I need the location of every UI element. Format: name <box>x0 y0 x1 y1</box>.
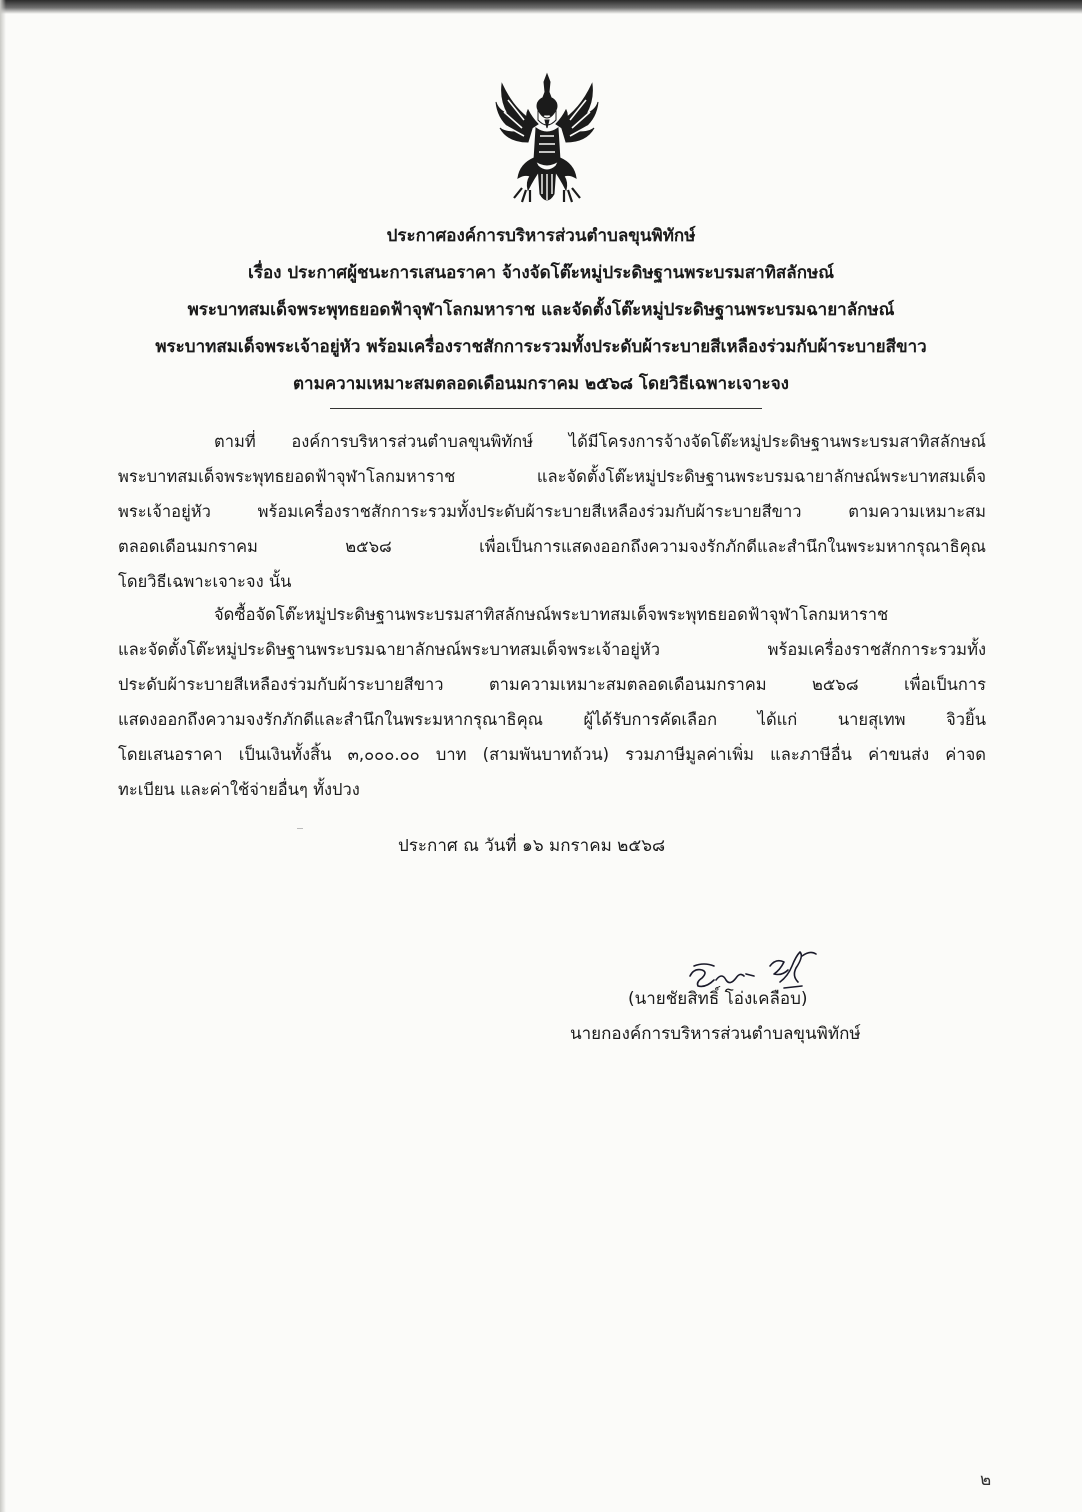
heading-divider <box>330 408 762 409</box>
garuda-emblem-icon <box>494 70 600 210</box>
paragraph-line: โดยเสนอราคา เป็นเงินทั้งสิ้น ๓,๐๐๐.๐๐ บาท (สามพันบาทถ้วน) รวมภาษีมูลค่าเพิ่ม และภาษีอื่น ค่าขนส่ง ค่าจด <box>118 745 986 764</box>
paragraph-line: ทะเบียน และค่าใช้จ่ายอื่นๆ ทั้งปวง <box>118 780 360 799</box>
body-paragraph-1 <box>118 424 986 599</box>
paragraph-line: ประดับผ้าระบายสีเหลืองร่วมกับผ้าระบายสีขาว ตามความเหมาะสมตลอดเดือนมกราคม ๒๕๖๘ เพื่อเป็นการ <box>118 675 986 694</box>
paragraph-line: และจัดตั้งโต๊ะหมู่ประดิษฐานพระบรมฉายาลักษณ์พระบาทสมเด็จพระเจ้าอยู่หัว พร้อมเครื่องราชสักการะรวมทั้ง <box>118 640 986 659</box>
paragraph-line: ตลอดเดือนมกราคม ๒๕๖๘ เพื่อเป็นการแสดงออกถึงความจงรักภักดีและสำนึกในพระมหากรุณาธิคุณ <box>118 537 986 556</box>
scan-edge-top <box>0 0 1082 14</box>
heading-title: ประกาศองค์การบริหารส่วนตำบลขุนพิทักษ์ <box>386 226 696 246</box>
body-paragraph-2 <box>118 597 986 807</box>
scan-speck <box>297 828 303 829</box>
paragraph-line: จัดซื้อจัดโต๊ะหมู่ประดิษฐานพระบรมสาทิสลักษณ์พระบาทสมเด็จพระพุทธยอดฟ้าจุฬาโลกมหาราช <box>214 605 889 624</box>
heading-subject: เรื่อง ประกาศผู้ชนะการเสนอราคา จ้างจัดโต๊ะหมู่ประดิษฐานพระบรมสาทิสลักษณ์ <box>248 263 834 283</box>
announcement-date: ประกาศ ณ วันที่ ๑๖ มกราคม ๒๕๖๘ <box>398 836 666 856</box>
heading-subject-cont-2: พระบาทสมเด็จพระเจ้าอยู่หัว พร้อมเครื่องราชสักการะรวมทั้งประดับผ้าระบายสีเหลืองร่วมกับผ้าระบายสีขาว <box>155 337 927 357</box>
paragraph-line: โดยวิธีเฉพาะเจาะจง นั้น <box>118 572 292 591</box>
signer-name: (นายชัยสิทธิ์ โอ่งเคลือบ) <box>628 989 808 1009</box>
page-number: ๒ <box>980 1470 992 1490</box>
signer-title: นายกองค์การบริหารส่วนตำบลขุนพิทักษ์ <box>570 1024 861 1044</box>
paragraph-line: พระบาทสมเด็จพระพุทธยอดฟ้าจุฬาโลกมหาราช และจัดตั้งโต๊ะหมู่ประดิษฐานพระบรมฉายาลักษณ์พระบาทสมเด็จ <box>118 467 986 486</box>
paragraph-line: พระเจ้าอยู่หัว พร้อมเครื่องราชสักการะรวมทั้งประดับผ้าระบายสีเหลืองร่วมกับผ้าระบายสีขาว ตามความเหมาะสม <box>118 502 986 521</box>
heading-subject-cont-1: พระบาทสมเด็จพระพุทธยอดฟ้าจุฬาโลกมหาราช และจัดตั้งโต๊ะหมู่ประดิษฐานพระบรมฉายาลักษณ์ <box>187 300 895 320</box>
announcement-heading <box>60 218 1022 403</box>
paragraph-line: ตามที่ องค์การบริหารส่วนตำบลขุนพิทักษ์ ได้มีโครงการจ้างจัดโต๊ะหมู่ประดิษฐานพระบรมสาทิสลักษณ์ <box>214 432 986 451</box>
paragraph-line: แสดงออกถึงความจงรักภักดีและสำนึกในพระมหากรุณาธิคุณ ผู้ได้รับการคัดเลือก ได้แก่ นายสุเทพ จิวยิ้น <box>118 710 986 729</box>
scan-edge-left <box>0 0 6 1512</box>
heading-subject-cont-3: ตามความเหมาะสมตลอดเดือนมกราคม ๒๕๖๘ โดยวิธีเฉพาะเจาะจง <box>293 374 789 394</box>
